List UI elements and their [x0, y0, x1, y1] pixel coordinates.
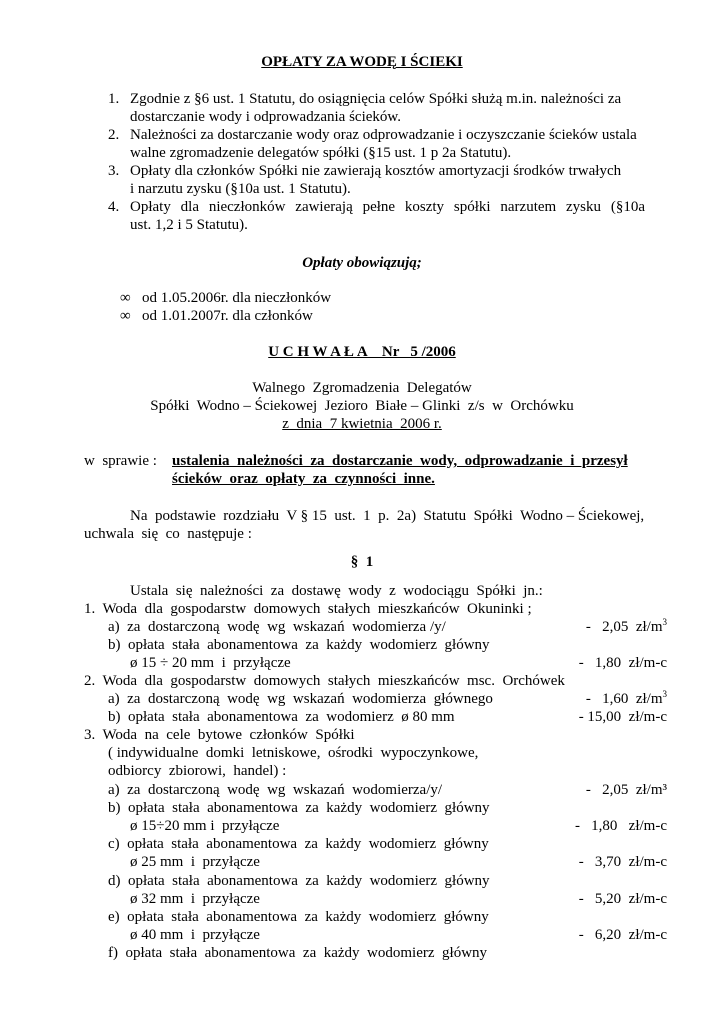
resolution-line: Spółki Wodno – Ściekowej Jezioro Białe – Glinki z/s w Orchówku [150, 398, 574, 414]
resolution-title: U C H W A Ł A Nr 5 /2006 [268, 344, 456, 360]
fee-row-label: b) opłata stała abonamentowa za wodomierz ø 80 mm [108, 709, 455, 725]
list-item-line: Należności za dostarczanie wody oraz odprowadzanie i oczyszczanie ścieków ustala [130, 127, 637, 143]
basis-line: Na podstawie rozdziału V § 15 ust. 1 p. 2a) Statutu Spółki Wodno – Ściekowej, [130, 508, 645, 524]
list-item-number: 3. [108, 163, 120, 179]
subject-line: ścieków oraz opłaty za czynności inne. [172, 471, 435, 487]
fee-amount: - 2,05 zł/m³ [585, 782, 667, 798]
effective-text: od 1.05.2006r. dla nieczłonków [142, 290, 332, 306]
effective-item [120, 307, 313, 326]
fee-row-label: ø 32 mm i przyłącze [130, 891, 260, 907]
fee-row-label: ø 40 mm i przyłącze [130, 927, 260, 943]
effective-text: od 1.01.2007r. dla członków [142, 308, 313, 324]
fee-amount: - 6,20 zł/m-c [578, 927, 667, 943]
fee-row-label: ( indywidualne domki letniskowe, ośrodki wypoczynkowe, [108, 745, 479, 761]
fee-row-label: a) za dostarczoną wodę wg wskazań wodomierza/y/ [108, 782, 443, 798]
list-item-line: Opłaty dla członków Spółki nie zawierają kosztów amortyzacji środków trwałych [130, 163, 622, 179]
fee-row-label: b) opłata stała abonamentowa za każdy wodomierz główny [108, 637, 490, 653]
fees-heading: Opłaty obowiązują; [302, 255, 422, 271]
fee-amount: - 1,80 zł/m-c [574, 818, 667, 834]
fee-row-label: e) opłata stała abonamentowa za każdy wodomierz główny [108, 909, 489, 925]
fee-row-label: 1. Woda dla gospodarstw domowych stałych mieszkańców Okuninki ; [84, 601, 532, 617]
fee-amount: - 1,60 $zł/m^3$ [585, 689, 667, 707]
subject-label: w sprawie : [84, 453, 157, 469]
fee-row-label: ø 15 ÷ 20 mm i przyłącze [130, 655, 291, 671]
fee-row-label: d) opłata stała abonamentowa za każdy wodomierz główny [108, 873, 490, 889]
fee-row-label: ø 25 mm i przyłącze [130, 854, 260, 870]
resolution-line: Walnego Zgromadzenia Delegatów [252, 380, 472, 396]
fee-row-label: ø 15÷20 mm i przyłącze [130, 818, 280, 834]
list-item-line: dostarczanie wody i odprowadzania ścieków. [130, 109, 402, 125]
list-item-line: ust. 1,2 i 5 Statutu). [130, 217, 248, 233]
section-intro: Ustala się należności za dostawę wody z wodociągu Spółki jn.: [130, 583, 543, 599]
fee-amount: - 15,00 zł/m-c [578, 709, 667, 725]
list-item-line: walne zgromadzenie delegatów spółki (§15 ust. 1 p 2a Statutu). [130, 145, 512, 161]
subject-line: ustalenia należności za dostarczanie wody, odprowadzanie i przesył [172, 453, 628, 469]
basis-line: uchwala się co następuje : [84, 526, 252, 542]
list-item-line: Opłaty dla nieczłonków zawierają pełne koszty spółki narzutem zysku (§10a [130, 199, 645, 215]
effective-item [120, 289, 331, 308]
list-item-line: i narzutu zysku (§10a ust. 1 Statutu). [130, 181, 351, 197]
page-title: OPŁATY ZA WODĘ I ŚCIEKI [261, 54, 463, 70]
fee-row-label: b) opłata stała abonamentowa za każdy wodomierz główny [108, 800, 490, 816]
list-item-number: 2. [108, 127, 120, 143]
list-item-number: 4. [108, 199, 120, 215]
fee-row-label: odbiorcy zbiorowi, handel) : [108, 763, 287, 779]
section-mark: § 1 [350, 554, 374, 570]
fee-row-label: c) opłata stała abonamentowa za każdy wodomierz główny [108, 836, 489, 852]
fee-amount: - 5,20 zł/m-c [578, 891, 667, 907]
fee-row-label: a) za dostarczoną wodę wg wskazań wodomierza głównego [108, 691, 493, 707]
list-item-line: Zgodnie z §6 ust. 1 Statutu, do osiągnięcia celów Spółki służą m.in. należności za [130, 91, 622, 107]
infinity-icon: ∞ [120, 290, 131, 306]
infinity-icon: ∞ [120, 308, 131, 324]
fee-row-label: a) za dostarczoną wodę wg wskazań wodomierza /y/ [108, 619, 446, 635]
list-item-number: 1. [108, 91, 120, 107]
fee-row-label: 3. Woda na cele bytowe członków Spółki [84, 727, 355, 743]
resolution-date: z dnia 7 kwietnia 2006 r. [282, 416, 442, 432]
fee-amount: - 3,70 zł/m-c [578, 854, 667, 870]
fee-amount: - 2,05 $zł/m^3$ [585, 617, 667, 635]
fee-row-label: f) opłata stała abonamentowa za każdy wodomierz główny [108, 945, 488, 961]
fee-amount: - 1,80 zł/m-c [578, 655, 667, 671]
fee-row-label: 2. Woda dla gospodarstw domowych stałych mieszkańców msc. Orchówek [84, 673, 565, 689]
